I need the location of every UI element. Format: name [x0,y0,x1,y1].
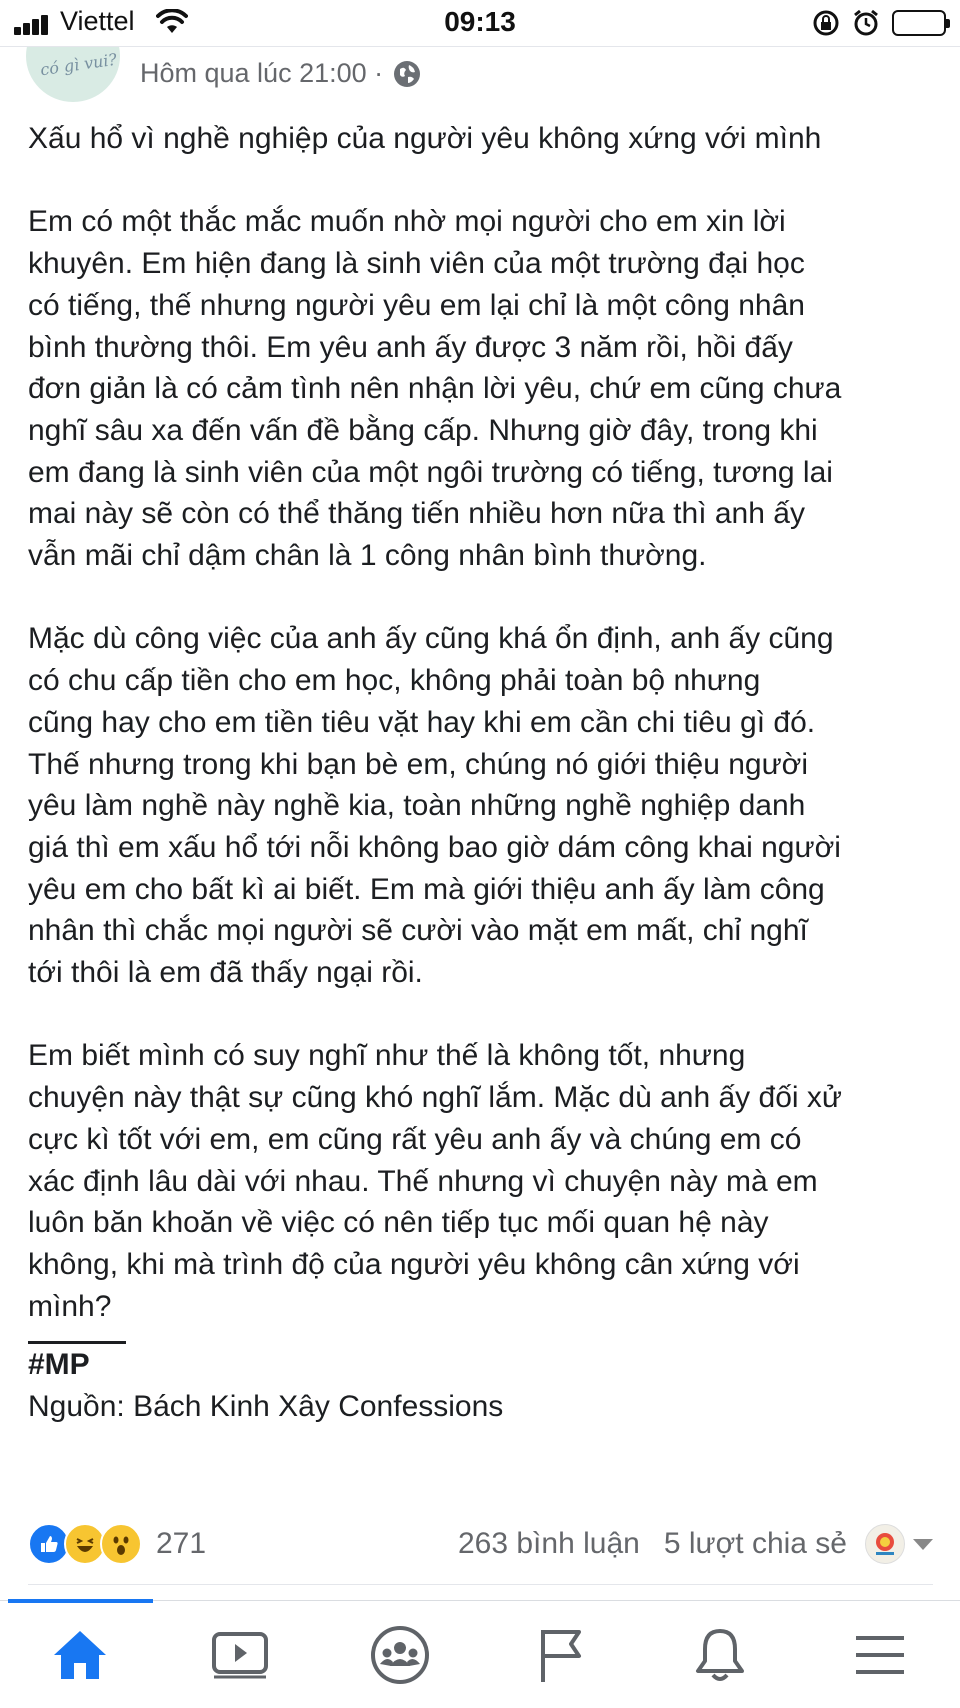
watch-icon [210,1630,270,1680]
divider [28,1584,933,1585]
tab-groups[interactable] [364,1619,436,1691]
tab-pages[interactable] [524,1619,596,1691]
share-count[interactable]: 5 lượt chia sẻ [663,1527,847,1560]
home-icon [50,1627,110,1683]
post-body [28,118,948,1428]
bell-icon [693,1625,747,1685]
globe-icon [393,60,421,88]
battery-icon [892,10,946,36]
post-paragraph: Em có một thắc mắc muốn nhờ mọi người cho em xin lời khuyên. Em hiện đang là sinh viên của một trường đại học có tiếng, thế nhưng người yêu em lại chỉ là một công nhân bình thường thôi. Em yêu anh ấy được 3 năm rồi, hồi đấy đơn giản là có cảm tình nên nhận lời yêu, chứ em cũng chưa nghĩ sâu xa đến vấn đề bằng cấp. Nhưng giờ đây, trong khi em đang là sinh viên của một ngôi trường có tiếng, tương lai mai này sẽ còn có thể thăng tiến nhiều hơn nữa thì anh ấy vẫn mãi chỉ dậm chân là 1 công nhân bình thường. [28,205,842,573]
wow-reaction-icon [100,1523,142,1565]
post-paragraph: Mặc dù công việc của anh ấy cũng khá ổn định, anh ấy cũng có chu cấp tiền cho em học, không phải toàn bộ nhưng cũng hay cho em tiền tiêu vặt hay khi em cần chi tiêu gì đó. Thế nhưng trong khi bạn bè em, chúng nó giới thiệu người yêu làm nghề này nghề kia, toàn những nghề nghiệp danh giá thì em xấu hổ tới nỗi không bao giờ dám công khai người yêu em cho bất kì ai biết. Em mà giới thiệu anh ấy làm công nhân thì chắc mọi người sẽ cười vào mặt em mất, chỉ nghĩ tới thôi là em đã thấy ngại rồi. [28,622,841,990]
profile-switch-avatar[interactable] [865,1524,905,1564]
flag-icon [535,1626,585,1684]
active-tab-indicator [8,1599,153,1603]
status-clock: 09:13 [444,6,516,37]
tab-notifications[interactable] [684,1619,756,1691]
rotation-lock-icon [812,9,840,37]
engagement-bar [28,1522,933,1566]
timestamp-text: Hôm qua lúc 21:00 · [140,58,384,88]
post-source: Nguồn: Bách Kinh Xây Confessions [28,1390,504,1424]
post-title: Xấu hổ vì nghề nghiệp của người yêu không xứng với mình [28,122,822,155]
tab-watch[interactable] [204,1619,276,1691]
reaction-count[interactable]: 271 [156,1527,207,1560]
post-timestamp[interactable] [140,58,421,89]
carrier-name: Viettel [60,6,135,36]
menu-icon [853,1632,907,1678]
bottom-tab-bar [0,1600,960,1708]
groups-icon [369,1624,431,1686]
reaction-summary[interactable] [28,1523,136,1565]
tab-menu[interactable] [844,1619,916,1691]
alarm-icon [852,9,880,37]
hashtag-link[interactable]: #MP [28,1348,90,1382]
chevron-down-icon[interactable] [913,1539,933,1550]
comment-count[interactable]: 263 bình luận [457,1527,640,1560]
status-bar [0,0,960,47]
avatar-text: có gì vui? [39,49,119,80]
tab-home[interactable] [44,1619,116,1691]
post-paragraph: Em biết mình có suy nghĩ như thế là không tốt, nhưng chuyện này thật sự cũng khó nghĩ lắm. Mặc dù anh ấy đối xử cực kì tốt với em, em cũng rất yêu anh ấy và chúng em có xác định lâu dài với nhau. Thế nhưng vì chuyện này mà em luôn băn khoăn về việc có nên tiếp tục mối quan hệ này không, khi mà trình độ của người yêu không cân xứng với mình? [28,1039,842,1323]
